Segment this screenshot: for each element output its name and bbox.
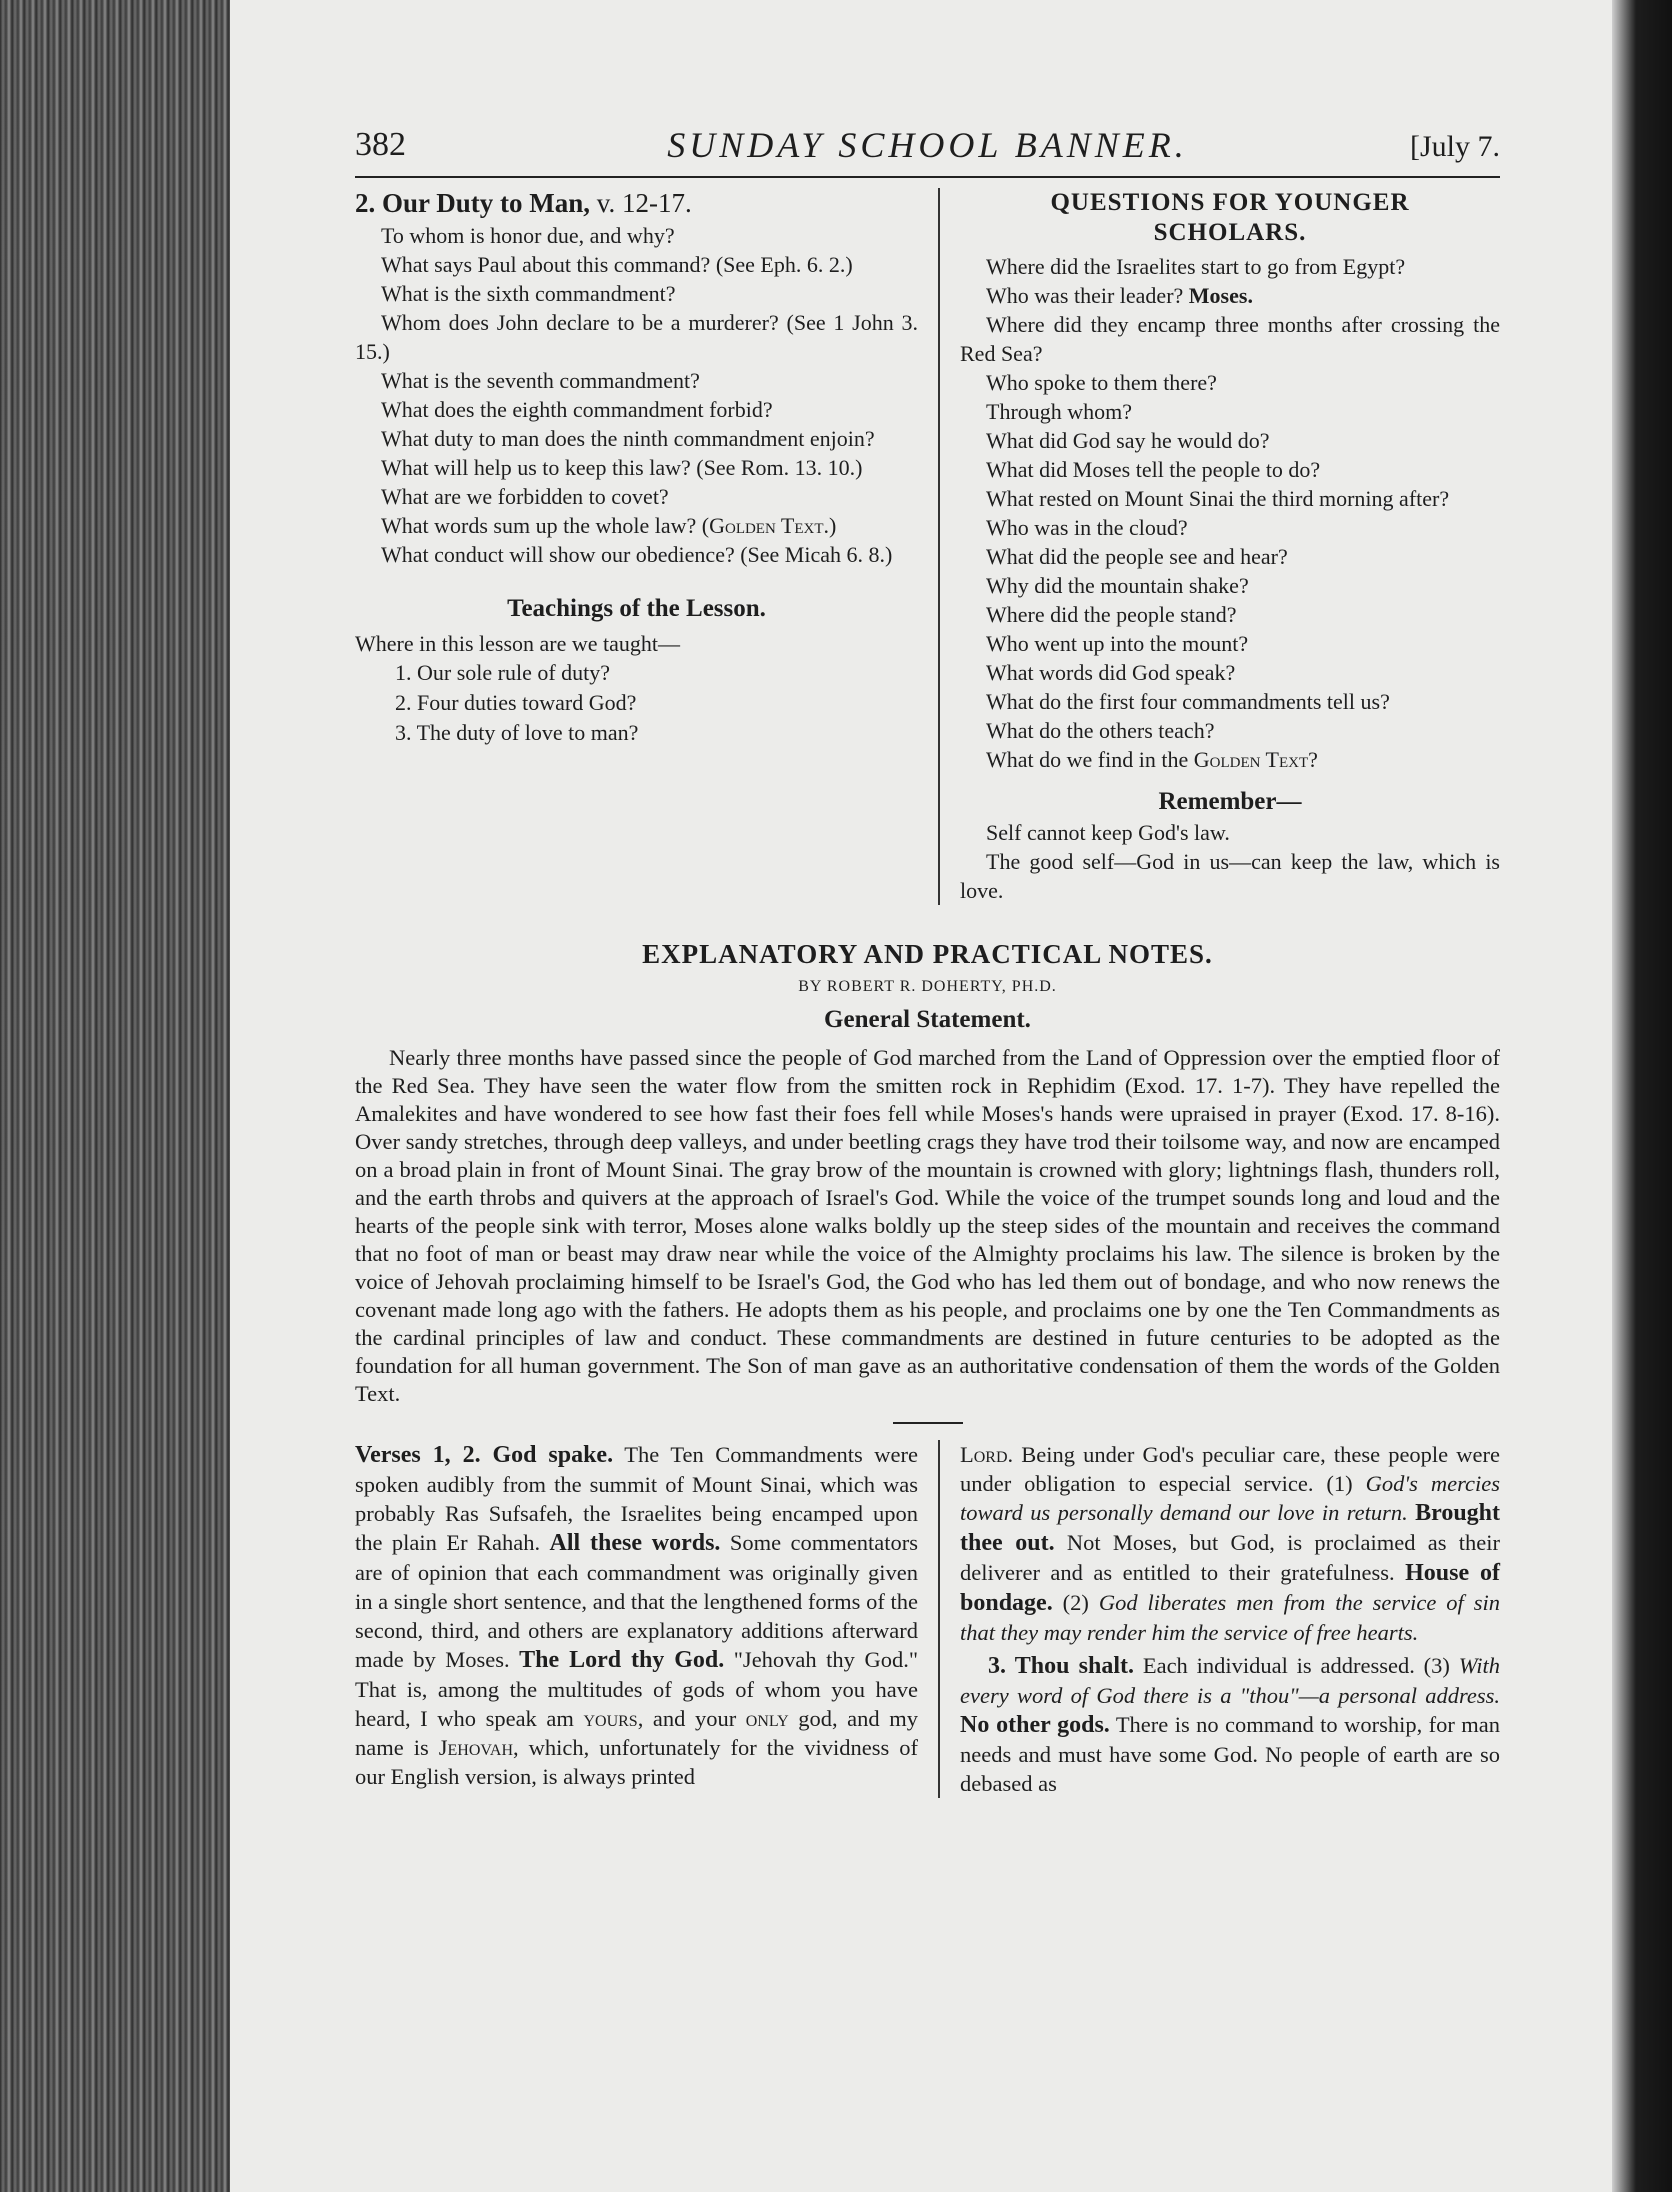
- question: What says Paul about this command? (See Eph. 6. 2.): [381, 252, 853, 277]
- note-heading: 3. Thou shalt.: [988, 1653, 1135, 1679]
- question: Where did they encamp three months after crossing the Red Sea?: [960, 312, 1500, 366]
- question: What are we forbidden to covet?: [381, 484, 669, 509]
- note-heading: Verses 1, 2. God spake.: [355, 1442, 614, 1468]
- page-content: [355, 120, 1500, 1798]
- question-text: What do we find in the: [986, 747, 1194, 772]
- note-text: "Jehovah thy God." That is, among the multitudes of gods of whom you have heard, I who speak am: [355, 1647, 919, 1731]
- question: To whom is honor due, and why?: [381, 223, 675, 248]
- page-edge: [1612, 0, 1672, 2192]
- note-text: god, and my name is: [355, 1706, 918, 1760]
- note-text: , and your: [637, 1706, 746, 1731]
- question: Who went up into the mount?: [986, 631, 1249, 656]
- question: Whom does John declare to be a murderer? (See 1 John 3. 15.): [355, 310, 918, 364]
- note-italic: God's mercies toward us personally demand our love in return.: [960, 1471, 1500, 1525]
- note-heading: No other gods.: [960, 1712, 1110, 1738]
- top-columns: [355, 188, 1500, 905]
- general-statement-heading: General Statement.: [824, 1006, 1031, 1033]
- question: Who spoke to them there?: [986, 370, 1217, 395]
- younger-heading-line1: QUESTIONS FOR YOUNGER: [1050, 189, 1410, 216]
- running-header: [355, 120, 1500, 178]
- verse-note: [960, 1440, 1500, 1647]
- question: What will help us to keep this law? (See Rom. 13. 10.): [381, 455, 863, 480]
- question: What words did God speak?: [986, 660, 1236, 685]
- notes-right-column: [938, 1440, 1500, 1798]
- answer-text: Moses.: [1188, 283, 1253, 308]
- duty-title: 2. Our Duty to Man,: [355, 188, 591, 218]
- note-italic: God liberates men from the service of sin that they may render him the service of free hearts.: [960, 1590, 1500, 1645]
- journal-title: SUNDAY SCHOOL BANNER.: [667, 125, 1188, 165]
- list-item: 1. Our sole rule of duty?: [395, 660, 611, 685]
- question-with-answer: [960, 281, 1500, 310]
- golden-text-label: Golden Text: [1193, 747, 1309, 772]
- question: What do the others teach?: [986, 718, 1215, 743]
- note-heading: All these words.: [549, 1530, 721, 1556]
- note-emphasis: Lord: [960, 1442, 1008, 1467]
- note-text: . Being under God's peculiar care, these people were under obligation to especial service. (1): [960, 1442, 1500, 1496]
- question-tail: ?: [1308, 747, 1318, 772]
- question: What does the eighth commandment forbid?: [381, 397, 773, 422]
- notes-left-column: [355, 1440, 938, 1798]
- note-emphasis: only: [745, 1706, 789, 1731]
- note-text: Each individual is addressed. (3): [1134, 1653, 1459, 1678]
- question-golden: [960, 745, 1500, 774]
- list-item: 2. Four duties toward God?: [395, 690, 637, 715]
- question: What is the seventh commandment?: [381, 368, 700, 393]
- note-heading: The Lord thy God.: [519, 1647, 725, 1673]
- note-text: There is no command to worship, for man needs and must have some God. No people of earth are so debased as: [960, 1712, 1500, 1796]
- question: What do the first four commandments tell us?: [986, 689, 1390, 714]
- note-text: The Ten Commandments were spoken audibly from the summit of Mount Sinai, which was probably Ras Sufsafeh, the Israelites being encamped upon the plain Er Rahah.: [355, 1442, 918, 1555]
- notes-heading: EXPLANATORY AND PRACTICAL NOTES.: [642, 939, 1213, 969]
- question: What duty to man does the ninth commandment enjoin?: [381, 426, 875, 451]
- note-heading: House of bondage.: [960, 1560, 1501, 1616]
- duty-heading: [355, 188, 918, 219]
- note-emphasis: Jehovah: [438, 1735, 514, 1760]
- younger-heading-line2: SCHOLARS.: [1153, 219, 1307, 246]
- section-divider: [893, 1422, 963, 1424]
- notes-columns: [355, 1440, 1500, 1798]
- right-column: [938, 188, 1500, 905]
- golden-q-text: What words sum up the whole law? (: [381, 513, 710, 538]
- teachings-heading: Teachings of the Lesson.: [507, 595, 766, 622]
- question: What rested on Mount Sinai the third morning after?: [986, 486, 1450, 511]
- golden-q-tail: .): [823, 513, 837, 538]
- note-text: (2): [1052, 1590, 1099, 1615]
- note-text: Not Moses, but God, is proclaimed as their deliverer and as entitled to their gratefulness.: [960, 1530, 1500, 1585]
- remember-heading: Remember—: [1158, 788, 1302, 815]
- question: What did God say he would do?: [986, 428, 1270, 453]
- remember-line: Self cannot keep God's law.: [986, 820, 1230, 845]
- question: Who was in the cloud?: [986, 515, 1188, 540]
- duty-verses: v. 12-17.: [590, 188, 692, 218]
- question-golden: [355, 511, 918, 540]
- question-text: Who was their leader?: [986, 283, 1184, 308]
- question: What conduct will show our obedience? (See Micah 6. 8.): [381, 542, 893, 567]
- list-item: 3. The duty of love to man?: [395, 720, 639, 745]
- question: Why did the mountain shake?: [986, 573, 1249, 598]
- verse-note: [355, 1440, 918, 1791]
- note-text: , which, unfortunately for the vividness of our English version, is always printed: [355, 1735, 919, 1789]
- question: Through whom?: [986, 399, 1133, 424]
- page-number: 382: [355, 126, 406, 163]
- question: What did the people see and hear?: [986, 544, 1288, 569]
- question: What is the sixth commandment?: [381, 281, 676, 306]
- verse-note: [960, 1651, 1500, 1798]
- teachings-list: [355, 658, 918, 748]
- issue-date: [July 7.: [1410, 130, 1500, 163]
- question: What did Moses tell the people to do?: [986, 457, 1321, 482]
- younger-heading: [960, 188, 1500, 248]
- note-heading: Brought thee out.: [960, 1500, 1501, 1556]
- author-byline: BY ROBERT R. DOHERTY, PH.D.: [798, 978, 1057, 995]
- remember-line: The good self—God in us—can keep the law, which is love.: [960, 849, 1500, 903]
- book-binding: [0, 0, 230, 2192]
- note-text: Some commentators are of opinion that each commandment was originally given in a single short sentence, and that the lengthened forms of the second, third, and others are explanatory additions afterward made by Moses.: [355, 1530, 918, 1672]
- question: Where did the Israelites start to go from Egypt?: [986, 254, 1406, 279]
- note-italic: With every word of God there is a "thou"—a personal address.: [960, 1653, 1500, 1708]
- golden-text-label: Golden Text: [709, 513, 824, 538]
- question: Where did the people stand?: [986, 602, 1237, 627]
- general-statement-text: Nearly three months have passed since the people of God marched from the Land of Oppression over the emptied floor of the Red Sea. They have seen the water flow from the smitten rock in Rephidim (Exod. 17. 1-7). They have repelled the Amalekites and have wondered to see how fast their foes fell while Moses's hands were upraised in prayer (Exod. 17. 8-16). Over sandy stretches, through deep valleys, and under beetling crags they have trod their toilsome way, and now are encamped on a broad plain in front of Mount Sinai. The gray brow of the mountain is crowned with glory; lightnings flash, thunders roll, and the earth throbs and quivers at the approach of Israel's God. While the voice of the trumpet sounds long and loud and the hearts of the people sink with terror, Moses alone walks boldly up the steep sides of the mountain and receives the command that no foot of man or beast may draw near while the voice of the Almighty proclaims his law. The silence is broken by the voice of Jehovah proclaiming himself to be Israel's God, the God who has led them out of bondage, and who now renews the covenant made long ago with the fathers. He adopts them as his people, and proclaims one by one the Ten Commandments as the cardinal principles of law and conduct. These commandments are destined in future centuries to be adopted as the foundation for all human government. The Son of man gave as an authoritative condensation of them the words of the Golden Text.: [355, 1045, 1500, 1406]
- teachings-intro: Where in this lesson are we taught—: [355, 631, 681, 656]
- page: [230, 0, 1612, 2192]
- left-column: [355, 188, 938, 905]
- note-emphasis: yours: [583, 1706, 638, 1731]
